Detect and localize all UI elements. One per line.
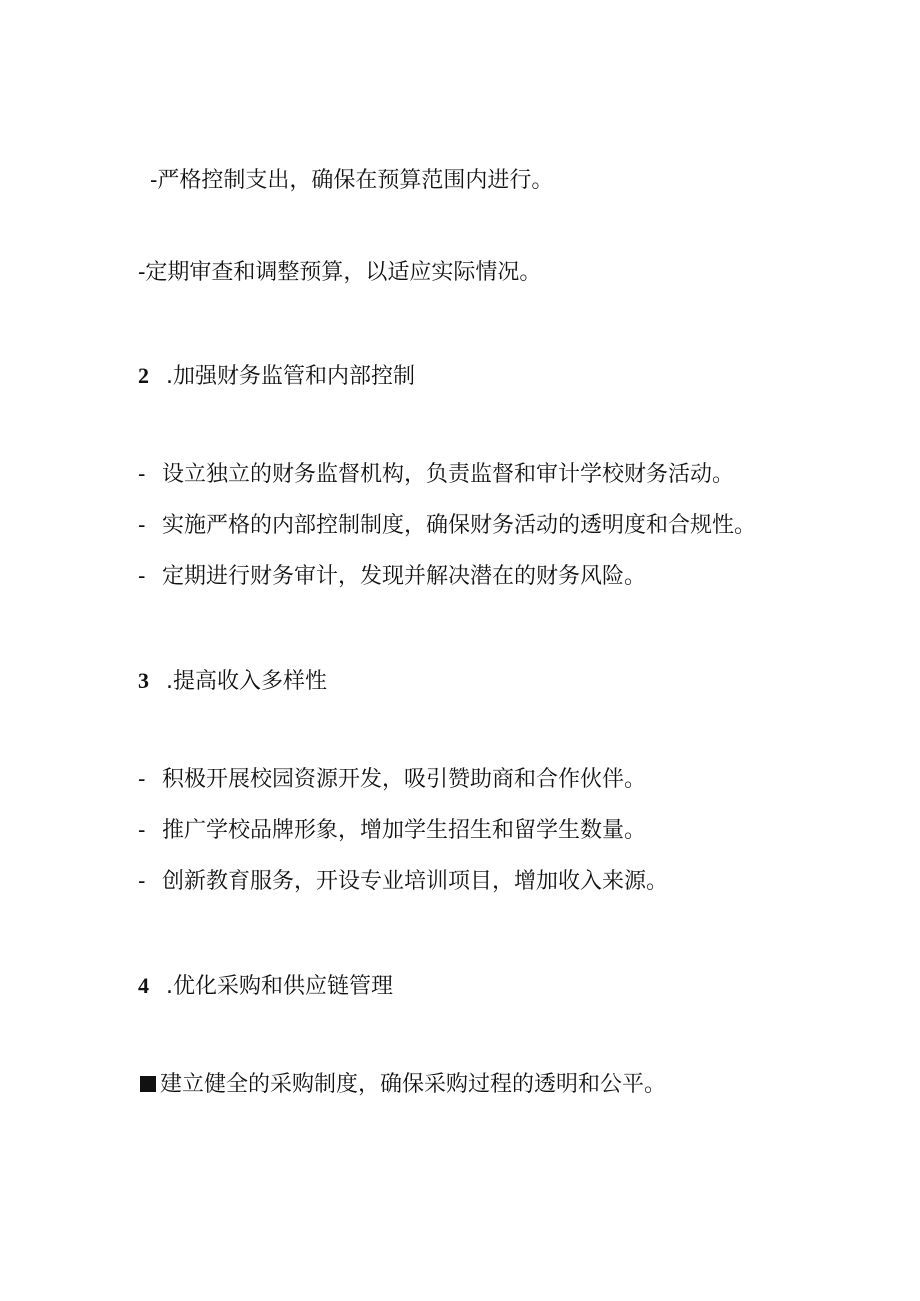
list-item-text: 推广学校品牌形象，增加学生招生和留学生数量。	[162, 818, 647, 843]
section-heading	[138, 972, 393, 1001]
section-number: 3	[138, 668, 149, 693]
section-title: .加强财务监管和内部控制	[166, 364, 415, 389]
list-item	[138, 563, 646, 591]
list-item	[138, 868, 668, 896]
list-item	[140, 1071, 666, 1099]
list-item-text: 积极开展校园资源开发，吸引赞助商和合作伙伴。	[162, 767, 647, 792]
section-title: .优化采购和供应链管理	[166, 974, 393, 999]
dash-bullet: -	[138, 564, 146, 589]
list-item-text: 定期进行财务审计，发现并解决潜在的财务风险。	[162, 564, 647, 589]
dash-bullet: -	[138, 869, 146, 894]
list-item-text: 实施严格的内部控制制度，确保财务活动的透明度和合规性。	[162, 513, 757, 538]
dash-bullet: -	[138, 513, 146, 538]
list-item-text: 设立独立的财务监督机构，负责监督和审计学校财务活动。	[162, 462, 735, 487]
paragraph-line: -定期审查和调整预算，以适应实际情况。	[138, 260, 542, 285]
list-item-text: 创新教育服务，开设专业培训项目，增加收入来源。	[162, 869, 669, 894]
list-item-text: 建立健全的采购制度，确保采购过程的透明和公平。	[160, 1072, 667, 1097]
dash-bullet: -	[138, 818, 146, 843]
list-item	[138, 817, 646, 845]
list-item	[138, 766, 646, 794]
list-item	[138, 461, 734, 489]
section-title: .提高收入多样性	[166, 669, 327, 694]
dash-bullet: -	[138, 462, 146, 487]
list-item	[138, 512, 756, 540]
section-number: 4	[138, 973, 149, 998]
section-number: 2	[138, 363, 149, 388]
dash-bullet: -	[138, 767, 146, 792]
section-heading	[138, 362, 415, 391]
paragraph-line: -严格控制支出，确保在预算范围内进行。	[150, 168, 554, 193]
square-bullet-icon	[140, 1076, 156, 1092]
section-heading	[138, 667, 327, 696]
